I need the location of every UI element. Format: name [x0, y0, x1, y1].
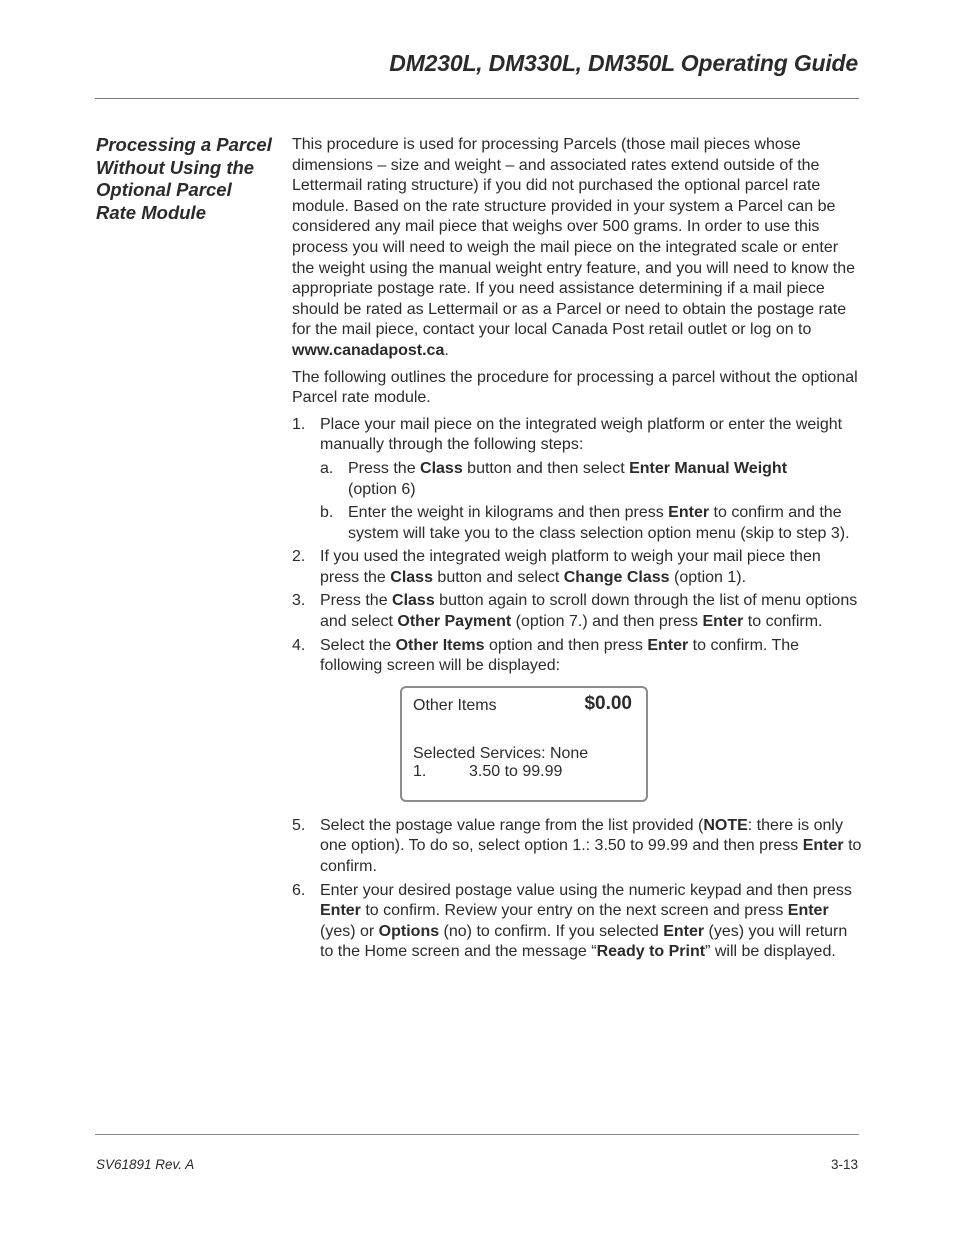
document-id: SV61891 Rev. A: [96, 1157, 195, 1172]
substep-item: a. Press the Class button and then select Enter Manual Weight (option 6): [320, 459, 788, 498]
footer-divider: [95, 1134, 859, 1135]
step-list: [292, 415, 862, 963]
screen-services: Selected Services: None: [413, 744, 589, 762]
page-header-title: DM230L, DM330L, DM350L Operating Guide: [389, 50, 858, 76]
step-item: 3. Press the Class button again to scroll down through the list of menu options and select Other Payment (option 7.) and then press Enter to confirm.: [292, 592, 858, 631]
step-item: 6. Enter your desired postage value using the numeric keypad and then press Enter to confirm. Review your entry on the next screen and press Enter (yes) or Options (no) to confirm. If you selected Enter (yes) you will return to the Home screen and the message “Ready to Print” will be displayed.: [292, 881, 852, 961]
display-screen-illustration: [400, 686, 648, 802]
step-item: 2. If you used the integrated weigh platform to weigh your mail piece then press the Class button and select Change Class (option 1).: [292, 548, 821, 586]
step-item: 5. Select the postage value range from the list provided (NOTE: there is only one option). To do so, select option 1.: 3.50 to 99.99 and then press Enter to confirm.: [292, 816, 862, 876]
step-item: 1. Place your mail piece on the integrated weigh platform or enter the weight manually through the following steps: a. Press the Class button and then select Enter Manual Weight (option 6) b. Enter the weight in kilograms and then press Enter to confirm and the system will take you to the class selection option menu (skip to step 3).: [292, 415, 862, 545]
procedure-intro: The following outlines the procedure for processing a parcel without the optional Parcel rate module.: [292, 368, 858, 407]
screen-title: Other Items: [413, 696, 497, 714]
screen-amount: $0.00: [584, 692, 632, 714]
canada-post-link[interactable]: www.canadapost.ca: [292, 341, 445, 359]
page-number: 3-13: [830, 1157, 858, 1172]
step-item: 4. Select the Other Items option and then press Enter to confirm. The following screen will be displayed: Other Items $0.00 Selected Services: None 1. 3.50 to 99.99: [292, 636, 862, 802]
substep-item: b. Enter the weight in kilograms and then press Enter to confirm and the system will take you to the class selection option menu (skip to step 3).: [320, 504, 850, 542]
section-body: [292, 135, 862, 966]
section-heading: Processing a Parcel Without Using the Optional Parcel Rate Module: [96, 134, 272, 223]
header-divider: [95, 98, 859, 99]
screen-option-number: 1.: [413, 762, 427, 780]
intro-paragraph: This procedure is used for processing Parcels (those mail pieces whose dimensions – size and weight – and associated rates extend outside of the Lettermail rating structure) if you did not purchased the optional parcel rate module. Based on the rate structure provided in your system a Parcel can be considered any mail piece that weighs over 500 grams. In order to use this process you will need to weigh the mail piece on the integrated scale or enter the weight using the manual weight entry feature, and you will need to know the appropriate postage rate. If you need assistance determining if a mail piece should be rated as Lettermail or as a Parcel or need to obtain the postage rate for the mail piece, contact your local Canada Post retail outlet or log on to www.canadapost.ca.: [292, 136, 856, 359]
substep-list: [320, 459, 862, 544]
screen-option-range: 3.50 to 99.99: [469, 762, 563, 780]
